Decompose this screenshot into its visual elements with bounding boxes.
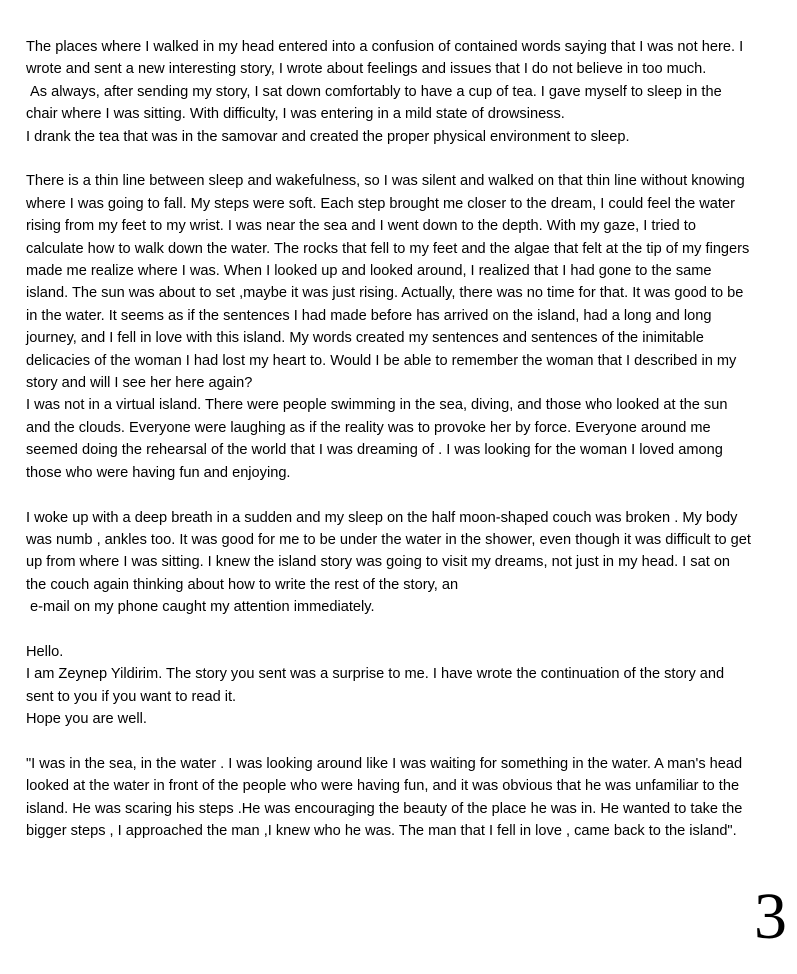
paragraph-gap	[26, 731, 751, 753]
paragraph-samovar: I drank the tea that was in the samovar and created the proper physical environment to sleep.	[26, 128, 630, 145]
story-text	[26, 36, 751, 843]
paragraph-virtual-island: I was not in a virtual island. There were people swimming in the sea, diving, and those who looked at the sun and the clouds. Everyone were laughing as if the reality was to provoke her by force. Everyone around me seemed doing the rehearsal of the world that I was dreaming of . I was looking for the woman I loved among those who were having fun and enjoying.	[26, 397, 728, 481]
paragraph-gap	[26, 619, 751, 641]
paragraph-email: e-mail on my phone caught my attention immediately.	[26, 599, 375, 616]
paragraph-quote: "I was in the sea, in the water . I was looking around like I was waiting for something in the water. A man's head looked at the water in front of the people who were having fun, and it was obvious that he was unfamiliar to the island. He was scaring his steps .He was encouraging the beauty of the place he was in. He wanted to take the bigger steps , I approached the man ,I knew who he was. The man that I fell in love , came back to the island".	[26, 755, 743, 840]
paragraph-tea: As always, after sending my story, I sat down comfortably to have a cup of tea. I gave myself to sleep in the chair where I was sitting. With difficulty, I was entering in a mild state of drowsiness.	[26, 83, 722, 123]
paragraph-intro: The places where I walked in my head entered into a confusion of contained words saying that I was not here. I wrote and sent a new interesting story, I wrote about feelings and issues that I do not believe in too much.	[26, 39, 744, 78]
paragraph-hope: Hope you are well.	[26, 711, 147, 728]
paragraph-gap	[26, 484, 751, 506]
paragraph-woke-up: I woke up with a deep breath in a sudden and my sleep on the half moon-shaped couch was broken . My body was numb , ankles too. It was good for me to be under the water in the shower, even though it was difficult to get up from where I was sitting. I knew the island story was going to visit my dreams, not just in my head. I sat on the couch again thinking about how to write the rest of the story, an	[26, 509, 751, 593]
paragraph-hello: Hello.	[26, 643, 64, 660]
paragraph-gap	[26, 148, 751, 170]
paragraph-zeynep: I am Zeynep Yildirim. The story you sent was a surprise to me. I have wrote the continuation of the story and sent to you if you want to read it.	[26, 666, 725, 705]
paragraph-thin-line: There is a thin line between sleep and wakefulness, so I was silent and walked on that thin line without knowing where I was going to fall. My steps were soft. Each step brought me closer to the dream, I could feel the water rising from my feet to my wrist. I was near the sea and I went down to the depth. With my gaze, I tried to calculate how to walk down the water. The rocks that fell to my feet and the algae that felt at the tip of my fingers made me realize where I was. When I looked up and looked around, I realized that I had gone to the same island. The sun was about to set ,maybe it was just rising. Actually, there was no time for that. It was good to be in the water. It seems as if the sentences I had made before has arrived on the island, had a long and long journey, and I fell in love with this island. My words created my sentences and sentences of the inimitable delicacies of the woman I had lost my heart to. Would I be able to remember the woman that I described in my story and will I see her here again?	[26, 173, 750, 392]
page-number: 3	[754, 880, 787, 953]
